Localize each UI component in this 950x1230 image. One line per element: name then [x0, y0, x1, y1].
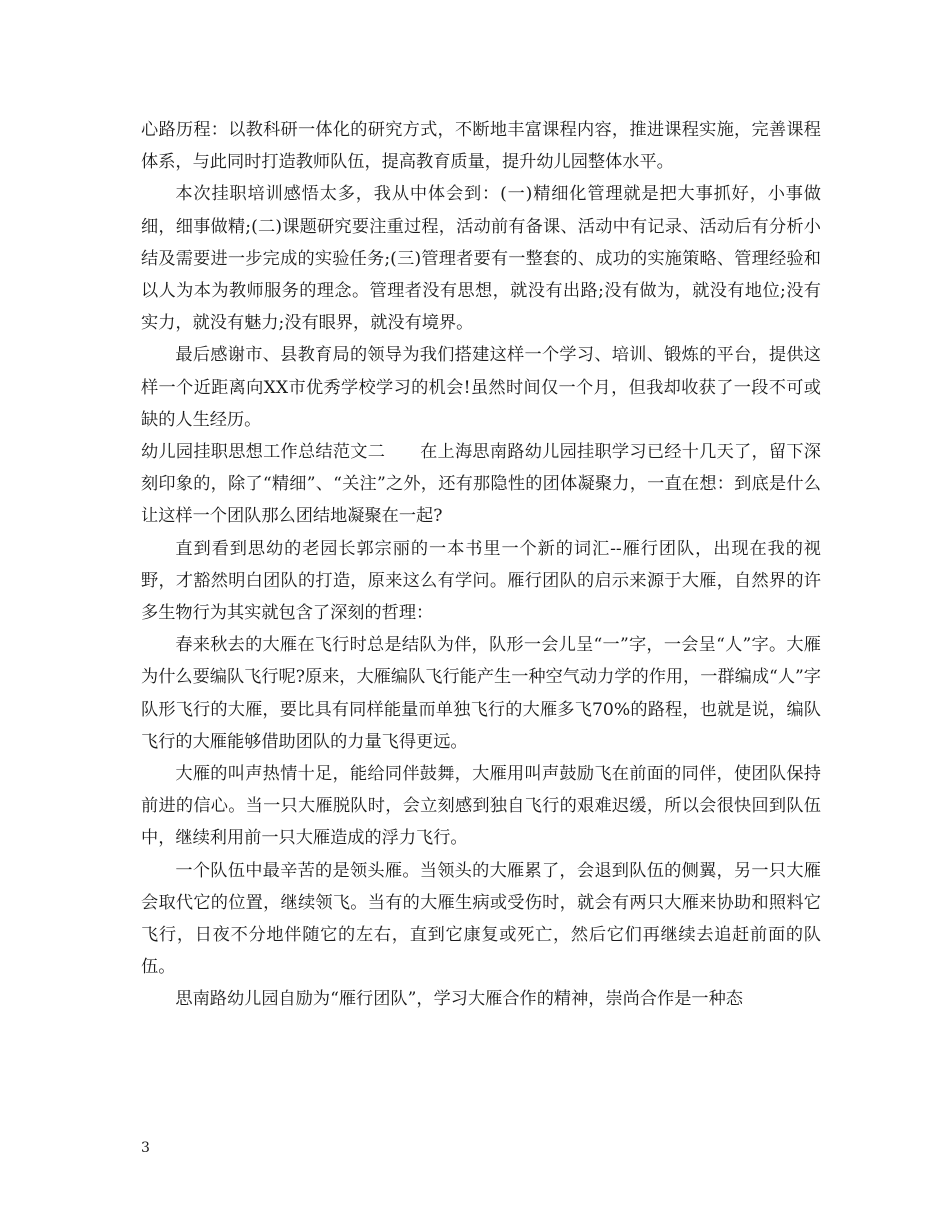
- paragraph-9: 思南路幼儿园自励为“雁行团队”，学习大雁合作的精神，崇尚合作是一种态: [175, 989, 743, 1010]
- paragraph-7: 大雁的叫声热情十足，能给同伴鼓舞，大雁用叫声鼓励飞在前面的同伴，使团队保持前进的信心。当一只大雁脱队时，会立刻感到独自飞行的艰难迟缓，所以会很快回到队伍中，继续利用前一只大雁造成的浮力飞行。: [141, 764, 821, 849]
- page-number: 3: [141, 1140, 150, 1156]
- paragraph-1: 心路历程：以教科研一体化的研究方式，不断地丰富课程内容，推进课程实施，完善课程体系，与此同时打造教师队伍，提高教育质量，提升幼儿园整体水平。: [141, 120, 821, 173]
- document-body: [141, 114, 821, 1016]
- paragraph-2: 本次挂职培训感悟太多，我从中体会到：(一)精细化管理就是把大事抓好，小事做细，细事做精;(二)课题研究要注重过程，活动前有备课、活动中有记录、活动后有分析小结及需要进一步完成的实验任务;(三)管理者要有一整套的、成功的实施策略、管理经验和以人为本为教师服务的理念。管理者没有思想，就没有出路;没有做为，就没有地位;没有实力，就没有魅力;没有眼界，就没有境界。: [141, 184, 821, 334]
- paragraph-8: 一个队伍中最辛苦的是领头雁。当领头的大雁累了，会退到队伍的侧翼，另一只大雁会取代它的位置，继续领飞。当有的大雁生病或受伤时，就会有两只大雁来协助和照料它飞行，日夜不分地伴随它的左右，直到它康复或死亡，然后它们再继续去追赶前面的队伍。: [141, 860, 821, 978]
- section-heading-paragraph: 幼儿园挂职思想工作总结范文二 在上海思南路幼儿园挂职学习已经十几天了，留下深刻印象的，除了“精细”、“关注”之外，还有那隐性的团体凝聚力，一直在想：到底是什么让这样一个团队那么团结地凝聚在一起?: [141, 442, 821, 527]
- paragraph-3: 最后感谢市、县教育局的领导为我们搭建这样一个学习、培训、锻炼的平台，提供这样一个近距离向XX市优秀学校学习的机会!虽然时间仅一个月，但我却收获了一段不可或缺的人生经历。: [141, 345, 821, 430]
- paragraph-6: 春来秋去的大雁在飞行时总是结队为伴，队形一会儿呈“一”字，一会呈“人”字。大雁为什么要编队飞行呢?原来，大雁编队飞行能产生一种空气动力学的作用，一群编成“人”字队形飞行的大雁，要比具有同样能量而单独飞行的大雁多飞70%的路程，也就是说，编队飞行的大雁能够借助团队的力量飞得更远。: [141, 635, 821, 752]
- paragraph-5: 直到看到思幼的老园长郭宗丽的一本书里一个新的词汇--雁行团队，出现在我的视野，才豁然明白团队的打造，原来这么有学问。雁行团队的启示来源于大雁，自然界的许多生物行为其实就包含了深刻的哲理：: [141, 538, 821, 624]
